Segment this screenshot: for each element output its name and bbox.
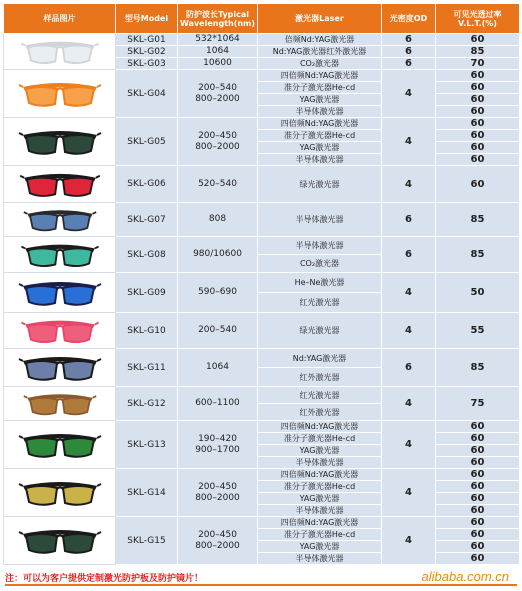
laser-cell: 四倍频Nd:YAG激光器 bbox=[258, 70, 382, 82]
wavelength-value: 200–450 bbox=[198, 481, 237, 492]
vlt-cell: 60 bbox=[436, 34, 520, 46]
goggles-icon bbox=[17, 351, 103, 385]
od-cell: 6 bbox=[382, 237, 436, 273]
wavelength-cell bbox=[178, 313, 258, 349]
vlt-cell: 60 bbox=[436, 553, 520, 565]
laser-cell: 准分子激光器He-cd bbox=[258, 130, 382, 142]
model-cell: SKL-G04 bbox=[116, 70, 178, 118]
vlt-cell: 60 bbox=[436, 421, 520, 433]
vlt-cell: 60 bbox=[436, 70, 520, 82]
laser-cell: 半导体激光器 bbox=[258, 457, 382, 469]
col-laser-header: 激光器Laser bbox=[258, 4, 382, 34]
wavelength-value: 10600 bbox=[203, 58, 232, 68]
laser-cell: 准分子激光器He-cd bbox=[258, 529, 382, 541]
od-cell: 4 bbox=[382, 166, 436, 203]
wavelength-cell bbox=[178, 34, 258, 46]
wavelength-cell bbox=[178, 203, 258, 237]
laser-cell: 四倍频Nd:YAG激光器 bbox=[258, 118, 382, 130]
vlt-cell: 60 bbox=[436, 154, 520, 166]
product-image bbox=[4, 118, 116, 166]
col-model-header: 型号Model bbox=[116, 4, 178, 34]
laser-cell: YAG激光器 bbox=[258, 541, 382, 553]
laser-cell: YAG激光器 bbox=[258, 142, 382, 154]
vlt-cell: 60 bbox=[436, 166, 520, 203]
wavelength-value: 532*1064 bbox=[195, 34, 240, 44]
wavelength-cell bbox=[178, 387, 258, 421]
wavelength-cell bbox=[178, 46, 258, 58]
od-cell: 4 bbox=[382, 70, 436, 118]
goggles-icon bbox=[17, 276, 103, 310]
wavelength-value: 200–450 bbox=[198, 130, 237, 141]
wavelength-cell bbox=[178, 349, 258, 387]
laser-cell: 倍频Nd:YAG激光器 bbox=[258, 34, 382, 46]
od-cell: 6 bbox=[382, 46, 436, 58]
od-cell: 4 bbox=[382, 313, 436, 349]
laser-cell: 红外激光器 bbox=[258, 368, 382, 387]
goggles-icon bbox=[17, 168, 103, 201]
table-row bbox=[4, 349, 520, 368]
model-cell: SKL-G15 bbox=[116, 517, 178, 565]
wavelength-cell bbox=[178, 273, 258, 313]
vlt-cell: 60 bbox=[436, 94, 520, 106]
laser-cell: 半导体激光器 bbox=[258, 505, 382, 517]
laser-cell: 红外激光器 bbox=[258, 404, 382, 421]
laser-cell: 半导体激光器 bbox=[258, 237, 382, 255]
table-body bbox=[4, 34, 520, 565]
laser-cell: 准分子激光器He-cd bbox=[258, 82, 382, 94]
table-row bbox=[4, 70, 520, 82]
vlt-header-line1: 可见光透过率 bbox=[453, 9, 502, 19]
wavelength-value: 200–540 bbox=[198, 325, 237, 335]
goggles-icon bbox=[17, 77, 103, 111]
od-cell: 6 bbox=[382, 203, 436, 237]
wavelength-value: 808 bbox=[208, 214, 227, 224]
vlt-cell: 60 bbox=[436, 445, 520, 457]
table-row bbox=[4, 237, 520, 255]
od-cell: 4 bbox=[382, 273, 436, 313]
product-image bbox=[4, 237, 116, 273]
model-cell: SKL-G11 bbox=[116, 349, 178, 387]
vlt-cell: 60 bbox=[436, 82, 520, 94]
wavelength-value: 800–2000 bbox=[195, 93, 240, 104]
laser-cell: YAG激光器 bbox=[258, 493, 382, 505]
wavelength-value: 900–1700 bbox=[195, 444, 240, 455]
vlt-cell: 60 bbox=[436, 142, 520, 154]
vlt-cell: 60 bbox=[436, 469, 520, 481]
table-row bbox=[4, 387, 520, 404]
wavelength-header-line2: Wavelength(nm) bbox=[180, 18, 256, 28]
wavelength-value: 800–2000 bbox=[195, 492, 240, 503]
wavelength-value: 800–2000 bbox=[195, 141, 240, 152]
wavelength-value: 600–1100 bbox=[195, 398, 240, 408]
model-cell: SKL-G13 bbox=[116, 421, 178, 469]
goggles-icon bbox=[17, 239, 103, 271]
col-wavelength-header bbox=[178, 4, 258, 34]
laser-cell: 红光激光器 bbox=[258, 293, 382, 313]
wavelength-cell bbox=[178, 469, 258, 517]
product-image bbox=[4, 166, 116, 203]
product-image bbox=[4, 203, 116, 237]
goggles-icon bbox=[17, 125, 103, 159]
laser-cell: 半导体激光器 bbox=[258, 203, 382, 237]
laser-cell: YAG激光器 bbox=[258, 445, 382, 457]
wavelength-value: 200–540 bbox=[198, 82, 237, 93]
wavelength-header-line1: 防护波长Typical bbox=[185, 9, 250, 19]
table-row bbox=[4, 469, 520, 481]
vlt-cell: 85 bbox=[436, 237, 520, 273]
table-row bbox=[4, 118, 520, 130]
goggles-icon bbox=[17, 205, 103, 235]
footer bbox=[5, 569, 517, 585]
product-image bbox=[4, 517, 116, 565]
table-row bbox=[4, 166, 520, 203]
vlt-cell: 75 bbox=[436, 387, 520, 421]
laser-cell: 四倍频Nd:YAG激光器 bbox=[258, 421, 382, 433]
goggles-icon bbox=[17, 315, 103, 347]
wavelength-value: 520–540 bbox=[198, 178, 237, 189]
wavelength-cell bbox=[178, 166, 258, 203]
product-image bbox=[4, 349, 116, 387]
laser-cell: CO₂激光器 bbox=[258, 58, 382, 70]
product-image bbox=[4, 70, 116, 118]
vlt-cell: 70 bbox=[436, 58, 520, 70]
od-cell: 4 bbox=[382, 469, 436, 517]
model-cell: SKL-G14 bbox=[116, 469, 178, 517]
col-vlt-header bbox=[436, 4, 520, 34]
od-cell: 4 bbox=[382, 421, 436, 469]
brand-watermark: alibaba.com.cn bbox=[421, 569, 509, 584]
model-cell: SKL-G07 bbox=[116, 203, 178, 237]
wavelength-cell bbox=[178, 421, 258, 469]
laser-cell: 四倍频Nd:YAG激光器 bbox=[258, 469, 382, 481]
wavelength-value: 1064 bbox=[206, 46, 229, 56]
laser-cell: Nd:YAG激光器 bbox=[258, 349, 382, 368]
wavelength-cell bbox=[178, 237, 258, 273]
wavelength-value: 980/10600 bbox=[193, 249, 242, 259]
od-cell: 4 bbox=[382, 118, 436, 166]
wavelength-cell bbox=[178, 118, 258, 166]
vlt-cell: 60 bbox=[436, 118, 520, 130]
table-row bbox=[4, 34, 520, 46]
table-row bbox=[4, 273, 520, 293]
wavelength-cell bbox=[178, 58, 258, 70]
od-cell: 4 bbox=[382, 387, 436, 421]
od-cell: 6 bbox=[382, 34, 436, 46]
product-image bbox=[4, 273, 116, 313]
laser-cell: 半导体激光器 bbox=[258, 154, 382, 166]
col-od-header: 光密度OD bbox=[382, 4, 436, 34]
product-image bbox=[4, 469, 116, 517]
col-image-header: 样品图片 bbox=[4, 4, 116, 34]
table-row bbox=[4, 203, 520, 237]
vlt-cell: 85 bbox=[436, 349, 520, 387]
model-cell: SKL-G05 bbox=[116, 118, 178, 166]
laser-cell: 红光激光器 bbox=[258, 387, 382, 404]
vlt-cell: 60 bbox=[436, 106, 520, 118]
laser-cell: Nd:YAG激光器红外激光器 bbox=[258, 46, 382, 58]
vlt-cell: 60 bbox=[436, 541, 520, 553]
model-cell: SKL-G12 bbox=[116, 387, 178, 421]
od-cell: 6 bbox=[382, 349, 436, 387]
laser-cell: CO₂激光器 bbox=[258, 255, 382, 273]
model-cell: SKL-G09 bbox=[116, 273, 178, 313]
vlt-header-line2: V.L.T.(%) bbox=[458, 18, 497, 28]
od-cell: 6 bbox=[382, 58, 436, 70]
vlt-cell: 60 bbox=[436, 517, 520, 529]
vlt-cell: 60 bbox=[436, 529, 520, 541]
product-sheet bbox=[3, 3, 519, 565]
product-image bbox=[4, 34, 116, 70]
wavelength-value: 800–2000 bbox=[195, 540, 240, 551]
goggles-icon bbox=[17, 524, 103, 558]
vlt-cell: 85 bbox=[436, 203, 520, 237]
laser-cell: 半导体激光器 bbox=[258, 553, 382, 565]
laser-cell: 半导体激光器 bbox=[258, 106, 382, 118]
vlt-cell: 50 bbox=[436, 273, 520, 313]
vlt-cell: 85 bbox=[436, 46, 520, 58]
model-cell: SKL-G03 bbox=[116, 58, 178, 70]
model-cell: SKL-G01 bbox=[116, 34, 178, 46]
goggles-icon bbox=[17, 476, 103, 510]
wavelength-value: 590–690 bbox=[198, 287, 237, 297]
wavelength-value: 1064 bbox=[206, 362, 229, 372]
vlt-cell: 60 bbox=[436, 481, 520, 493]
product-image bbox=[4, 387, 116, 421]
custom-note: 注：可以为客户提供定制激光防护板及防护镜片！ bbox=[5, 574, 204, 584]
vlt-cell: 60 bbox=[436, 457, 520, 469]
header-row bbox=[4, 4, 520, 34]
model-cell: SKL-G08 bbox=[116, 237, 178, 273]
laser-cell: He–Ne激光器 bbox=[258, 273, 382, 293]
od-cell: 4 bbox=[382, 517, 436, 565]
model-cell: SKL-G10 bbox=[116, 313, 178, 349]
vlt-cell: 60 bbox=[436, 433, 520, 445]
vlt-cell: 60 bbox=[436, 493, 520, 505]
goggles-icon bbox=[17, 36, 103, 68]
model-cell: SKL-G02 bbox=[116, 46, 178, 58]
wavelength-cell bbox=[178, 70, 258, 118]
goggles-icon bbox=[17, 428, 103, 462]
laser-cell: YAG激光器 bbox=[258, 94, 382, 106]
laser-cell: 绿光激光器 bbox=[258, 313, 382, 349]
wavelength-value: 190–420 bbox=[198, 433, 237, 444]
table-row bbox=[4, 517, 520, 529]
laser-cell: 绿光激光器 bbox=[258, 166, 382, 203]
laser-cell: 准分子激光器He-cd bbox=[258, 433, 382, 445]
vlt-cell: 60 bbox=[436, 505, 520, 517]
table-row bbox=[4, 421, 520, 433]
footer-bar bbox=[5, 584, 517, 586]
spec-table bbox=[3, 3, 520, 565]
table-row bbox=[4, 313, 520, 349]
vlt-cell: 55 bbox=[436, 313, 520, 349]
model-cell: SKL-G06 bbox=[116, 166, 178, 203]
product-image bbox=[4, 421, 116, 469]
wavelength-value: 200–450 bbox=[198, 529, 237, 540]
product-image bbox=[4, 313, 116, 349]
laser-cell: 准分子激光器He-cd bbox=[258, 481, 382, 493]
wavelength-cell bbox=[178, 517, 258, 565]
laser-cell: 四倍频Nd:YAG激光器 bbox=[258, 517, 382, 529]
vlt-cell: 60 bbox=[436, 130, 520, 142]
goggles-icon bbox=[17, 389, 103, 419]
